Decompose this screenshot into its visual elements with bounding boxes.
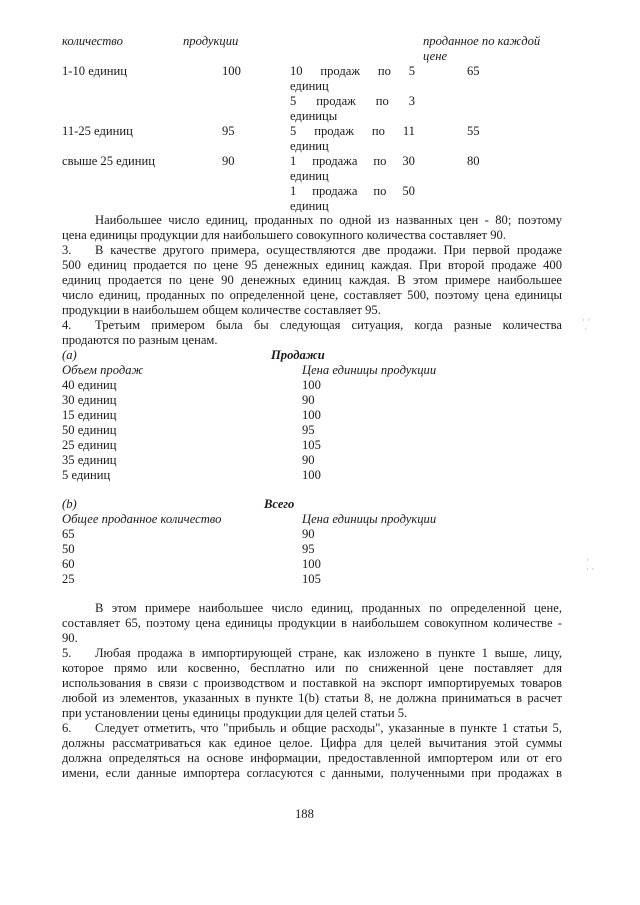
table-cell: 100 bbox=[302, 468, 321, 482]
table-cell: 90 bbox=[302, 453, 315, 467]
column-header: Объем продаж bbox=[62, 363, 144, 377]
paragraph-line: продаются по разным ценам. bbox=[62, 333, 218, 347]
paragraph-line: имени, если данные импортера согласуются с данными, полученными при продажах в bbox=[62, 766, 562, 780]
table-cell-sale-line: 5 продаж по 11 bbox=[290, 124, 415, 138]
table-cell: 105 bbox=[302, 572, 321, 586]
table-cell: 100 bbox=[302, 378, 321, 392]
header-sold-each-price-cont: цене bbox=[423, 49, 448, 63]
item-number: 4. bbox=[62, 318, 72, 332]
table-cell: 30 единиц bbox=[62, 393, 117, 407]
table-cell: 90 bbox=[302, 393, 315, 407]
header-quantity: количество bbox=[62, 34, 123, 48]
item-number: 5. bbox=[62, 646, 72, 660]
table-cell-sale-unit: единиц bbox=[290, 79, 329, 93]
table-cell-total: 55 bbox=[467, 124, 480, 138]
table-cell: 5 единиц bbox=[62, 468, 111, 482]
table-cell-sale-unit: единиц bbox=[290, 139, 329, 153]
table-cell-sale-line: 5 продаж по 3 bbox=[290, 94, 415, 108]
table-cell-range: 1-10 единиц bbox=[62, 64, 128, 78]
table-cell-sale-line: 10 продаж по 5 bbox=[290, 64, 415, 78]
table-cell-sale-unit: единиц bbox=[290, 199, 329, 213]
table-cell-sale-line: 1 продажа по 30 bbox=[290, 154, 415, 168]
table-cell-sale-line: 1 продажа по 50 bbox=[290, 184, 415, 198]
table-cell: 95 bbox=[302, 423, 315, 437]
table-cell: 50 bbox=[62, 542, 75, 556]
page-number: 188 bbox=[295, 807, 314, 821]
table-title: Всего bbox=[264, 497, 295, 511]
column-header: Общее проданное количество bbox=[62, 512, 222, 526]
paragraph-line: число единиц, проданных по определенной цене, составляет 500, поэтому цена единицы bbox=[62, 288, 562, 302]
table-cell-price: 95 bbox=[222, 124, 235, 138]
table-cell: 35 единиц bbox=[62, 453, 117, 467]
paragraph-line: 90. bbox=[62, 631, 78, 645]
paragraph-line: продукции в наибольшем общем количестве составляет 95. bbox=[62, 303, 381, 317]
table-cell: 90 bbox=[302, 527, 315, 541]
scan-speck-mark: · · · bbox=[586, 555, 595, 574]
paragraph-line: при установлении цены единицы продукции для целей статьи 5. bbox=[62, 706, 408, 720]
table-cell: 15 единиц bbox=[62, 408, 117, 422]
header-product: продукции bbox=[183, 34, 239, 48]
item-number: 6. bbox=[62, 721, 72, 735]
table-label: (a) bbox=[62, 348, 77, 362]
paragraph-line: любой из элементов, указанных в пункте 1(b) статьи 8, не должна приниматься в расчет bbox=[62, 691, 562, 705]
table-cell-price: 90 bbox=[222, 154, 235, 168]
paragraph-line: цена единицы продукции для наибольшего совокупного количества составляет 90. bbox=[62, 228, 506, 242]
paragraph-line: которое прямо или косвенно, бесплатно или по сниженной цене поставляет для bbox=[62, 661, 562, 675]
table-cell: 25 bbox=[62, 572, 75, 586]
paragraph-line: Любая продажа в импортирующей стране, как изложено в пункте 1 выше, лицу, bbox=[95, 646, 562, 660]
table-cell-price: 100 bbox=[222, 64, 241, 78]
table-cell-total: 80 bbox=[467, 154, 480, 168]
paragraph-line: 500 единиц продается по цене 95 денежных единиц каждая. При второй продаже 400 bbox=[62, 258, 562, 272]
table-cell: 65 bbox=[62, 527, 75, 541]
scan-speck-mark: · · · bbox=[582, 315, 591, 334]
table-cell: 60 bbox=[62, 557, 75, 571]
table-title: Продажи bbox=[271, 348, 325, 362]
column-header: Цена единицы продукции bbox=[302, 363, 437, 377]
table-cell-range: 11-25 единиц bbox=[62, 124, 133, 138]
paragraph-line: В качестве другого примера, осуществляются две продажи. При первой продаже bbox=[95, 243, 562, 257]
paragraph-line: единиц продается по цене 90 денежных единиц каждая. В этом примере наибольшее bbox=[62, 273, 562, 287]
paragraph-line: использования в связи с производством и поставкой на экспорт импортируемых товаров bbox=[62, 676, 562, 690]
table-cell-range: свыше 25 единиц bbox=[62, 154, 155, 168]
paragraph-line: должна определяться на основе информации, предоставленной импортером или от его bbox=[62, 751, 562, 765]
table-cell-sale-unit: единиц bbox=[290, 169, 329, 183]
item-number: 3. bbox=[62, 243, 72, 257]
table-label: (b) bbox=[62, 497, 77, 511]
table-cell-total: 65 bbox=[467, 64, 480, 78]
table-cell: 25 единиц bbox=[62, 438, 117, 452]
paragraph-line: Наибольшее число единиц, проданных по одной из названных цен - 80; поэтому bbox=[95, 213, 562, 227]
table-cell: 100 bbox=[302, 557, 321, 571]
paragraph-line: Третьим примером была бы следующая ситуация, когда разные количества bbox=[95, 318, 562, 332]
table-cell-sale-unit: единицы bbox=[290, 109, 338, 123]
paragraph-line: составляет 65, поэтому цена единицы продукции в наибольшем совокупном количестве - bbox=[62, 616, 562, 630]
header-sold-each-price: проданное по каждой bbox=[423, 34, 541, 48]
table-cell: 105 bbox=[302, 438, 321, 452]
paragraph-line: Следует отметить, что "прибыль и общие расходы", указанные в пункте 1 статьи 5, bbox=[95, 721, 562, 735]
table-cell: 40 единиц bbox=[62, 378, 117, 392]
paragraph-line: В этом примере наибольшее число единиц, проданных по определенной цене, bbox=[95, 601, 562, 615]
paragraph-line: должны рассматриваться как единое целое. Цифра для целей вычитания этой суммы bbox=[62, 736, 562, 750]
table-cell: 100 bbox=[302, 408, 321, 422]
table-cell: 95 bbox=[302, 542, 315, 556]
table-cell: 50 единиц bbox=[62, 423, 117, 437]
column-header: Цена единицы продукции bbox=[302, 512, 437, 526]
